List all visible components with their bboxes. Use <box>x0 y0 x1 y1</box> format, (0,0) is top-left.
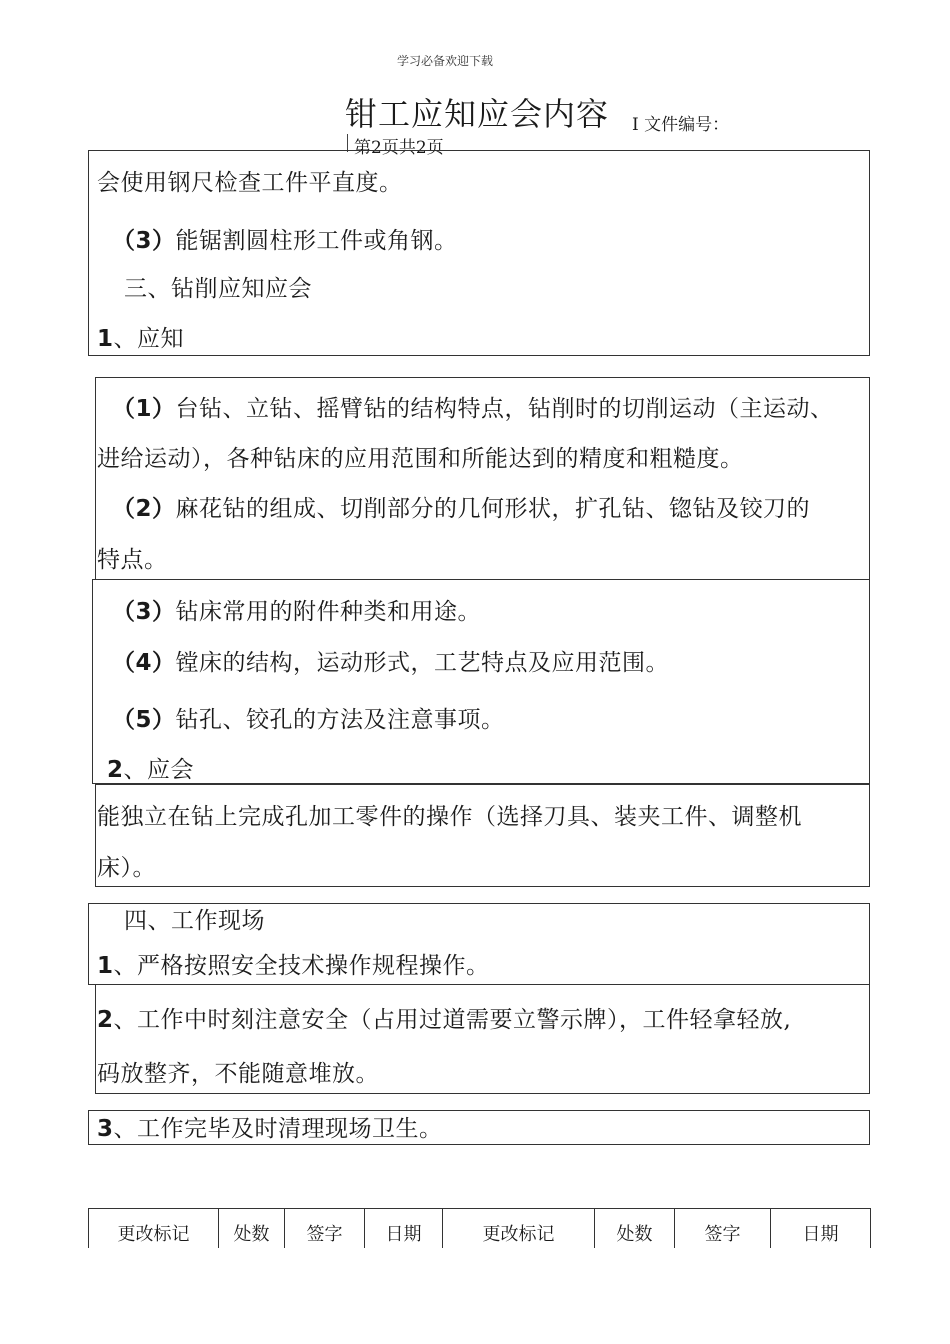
document-number-label: I 文件编号： <box>632 115 730 135</box>
section-heading: 三、钻削应知应会 <box>124 276 312 302</box>
text-line <box>112 226 458 256</box>
document-title: 钳工应知应会内容 <box>345 95 610 133</box>
item-text: 镗床的结构，运动形式，工艺特点及应用范围。 <box>175 650 670 676</box>
item-number: 2 <box>107 757 124 783</box>
item-text: 、严格按照安全技术操作规程操作。 <box>113 953 490 979</box>
item-text: 能锯割圆柱形工件或角钢。 <box>175 228 458 254</box>
text-line: 特点。 <box>97 547 168 573</box>
table-row <box>89 1209 871 1249</box>
item-text: 、应知 <box>113 326 185 352</box>
item-text: 、工作完毕及时清理现场卫生。 <box>113 1116 443 1142</box>
item-text: 麻花钻的组成、切削部分的几何形状，扩孔钻、锪钻及铰刀的 <box>175 496 811 522</box>
table-header-cell: 签字 <box>675 1209 771 1249</box>
item-number: （3） <box>112 599 176 625</box>
text-line <box>97 951 490 981</box>
text-line <box>97 324 184 354</box>
text-line <box>97 1114 443 1144</box>
item-text: 台钻、立钻、摇臂钻的结构特点，钻削时的切削运动（主运动、 <box>175 396 834 422</box>
item-number: 1 <box>97 953 114 979</box>
watermark-text: 学习必备欢迎下载 <box>397 54 494 68</box>
text-line: 能独立在钻上完成孔加工零件的操作（选择刀具、装夹工件、调整机 <box>97 804 802 830</box>
text-line: 进给运动），各种钻床的应用范围和所能达到的精度和粗糙度。 <box>97 446 744 472</box>
table-header-cell: 处数 <box>595 1209 675 1249</box>
item-text: 钻床常用的附件种类和用途。 <box>175 599 482 625</box>
item-number: （4） <box>112 650 176 676</box>
text-line: 码放整齐，不能随意堆放。 <box>97 1061 379 1087</box>
text-line <box>112 394 834 424</box>
revision-table <box>88 1208 871 1248</box>
table-header-cell: 更改标记 <box>89 1209 219 1249</box>
section-heading: 四、工作现场 <box>124 908 265 934</box>
item-number: （1） <box>112 396 176 422</box>
item-number: 2 <box>97 1007 114 1033</box>
text-line: 床）。 <box>97 855 156 881</box>
item-number: （5） <box>112 707 176 733</box>
table-header-cell: 处数 <box>219 1209 285 1249</box>
text-line <box>97 1005 791 1035</box>
item-number: （3） <box>112 228 176 254</box>
text-line: 会使用钢尺检查工件平直度。 <box>97 170 403 196</box>
table-header-cell: 日期 <box>771 1209 871 1249</box>
item-text: 钻孔、铰孔的方法及注意事项。 <box>175 707 505 733</box>
text-line <box>112 705 505 735</box>
page-info: 第2页共2页 <box>354 138 444 158</box>
text-line <box>112 494 810 524</box>
item-text: 、应会 <box>123 757 195 783</box>
item-number: （2） <box>112 496 176 522</box>
text-line <box>112 597 481 627</box>
table-header-cell: 日期 <box>365 1209 443 1249</box>
item-number: 3 <box>97 1116 114 1142</box>
text-line <box>107 755 194 785</box>
content-box-4 <box>95 784 870 887</box>
text-line <box>112 648 669 678</box>
table-header-cell: 更改标记 <box>443 1209 595 1249</box>
item-text: 、工作中时刻注意安全（占用过道需要立警示牌），工件轻拿轻放, <box>113 1007 792 1033</box>
item-number: 1 <box>97 326 114 352</box>
table-header-cell: 签字 <box>285 1209 365 1249</box>
